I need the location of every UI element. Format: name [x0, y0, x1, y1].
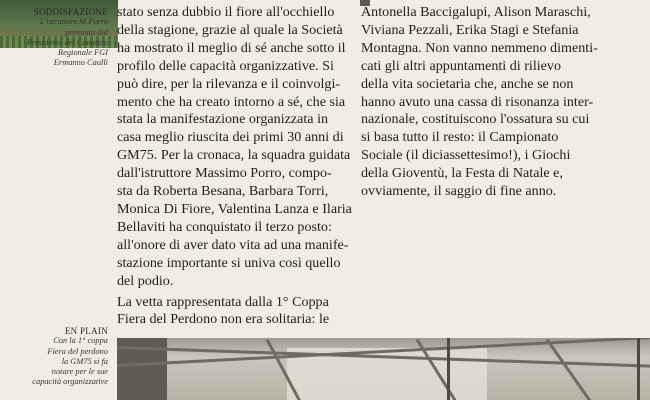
caption-line: Regionale FGI [57, 48, 108, 58]
text-line: stata la manifestazione organizzata in [117, 111, 329, 128]
text-line: stazione importante si univa così quello [117, 254, 341, 271]
text-line: nazionale, costituiscono l'ossatura su cui [361, 111, 590, 128]
tent-pole [447, 338, 450, 400]
text-line: della stagione, grazie al quale la Società [117, 21, 343, 38]
text-line: stato senza dubbio il fiore all'occhiello [117, 4, 335, 20]
text-line: Antonella Baccigalupi, Alison Maraschi, [361, 4, 591, 20]
text-line: La vetta rappresentata dalla 1° Coppa [117, 293, 329, 310]
tent-interior-photo [117, 338, 650, 400]
tent-beam [546, 339, 623, 400]
caption-line: Con la 1° coppa [53, 336, 108, 346]
text-line: della Gioventù, la Festa di Natale e, [361, 165, 563, 182]
caption-line: Ermanno Caulli [53, 58, 108, 68]
caption-line: premiato dal [65, 27, 108, 37]
article-column-right [361, 4, 597, 201]
text-line: profilo delle capacità organizzative. Si [117, 57, 334, 74]
caption-line: notare per le sue [51, 367, 108, 377]
tent-pole [637, 338, 640, 400]
caption-line: capacità organizzative [32, 377, 108, 387]
text-line: mento che ha creato intorno a sé, che sia [117, 93, 346, 110]
caption-line: la GM75 si fa [61, 356, 108, 366]
caption-en-plain [0, 326, 108, 388]
text-line: sta da Roberta Besana, Barbara Torri, [117, 183, 329, 200]
text-line: Viviana Pezzali, Erika Stagi e Stefania [361, 21, 579, 38]
text-line: Fiera del Perdono non era solitaria: le [117, 311, 330, 328]
caption-line: Presidente del Comitato [26, 37, 108, 47]
text-line: ovviamente, il saggio di fine anno. [361, 183, 557, 200]
text-line: Montagna. Non vanno nemmeno dimenti- [361, 39, 598, 56]
text-line: Sociale (il diciassettesimo!), i Giochi [361, 147, 571, 164]
text-line: casa meglio riuscita dei primi 30 anni di [117, 129, 344, 146]
text-line: del podio. [117, 272, 174, 289]
text-line: della vita societaria che, anche se non [361, 75, 574, 92]
text-line: cati gli altri appuntamenti di rilievo [361, 57, 561, 74]
text-line: Bellaviti ha conquistato il terzo posto: [117, 218, 332, 235]
caption-soddisfazione [0, 7, 108, 69]
caption-line: L'istruttore M.Porro [39, 17, 108, 27]
caption-title: EN PLAIN [64, 326, 108, 336]
caption-line: Fiera del perdono [47, 346, 108, 356]
text-line: dall'istruttore Massimo Porro, compo- [117, 165, 332, 182]
text-line: si basa tutto il resto: il Campionato [361, 129, 559, 146]
text-line: GM75. Per la cronaca, la squadra guidata [117, 147, 351, 164]
text-line: Monica Di Fiore, Valentina Lanza e Ilaria [117, 200, 352, 217]
text-line: all'onore di aver dato vita ad una manife- [117, 236, 349, 253]
article-column-middle [117, 4, 351, 329]
caption-title: SODDISFAZIONE [33, 7, 108, 17]
text-line: può dire, per la rilevanza e il coinvolgi- [117, 75, 341, 92]
text-line: ha mostrato il meglio di sé anche sotto il [117, 39, 346, 56]
text-line: hanno avuto una cassa di risonanza inter- [361, 93, 594, 110]
